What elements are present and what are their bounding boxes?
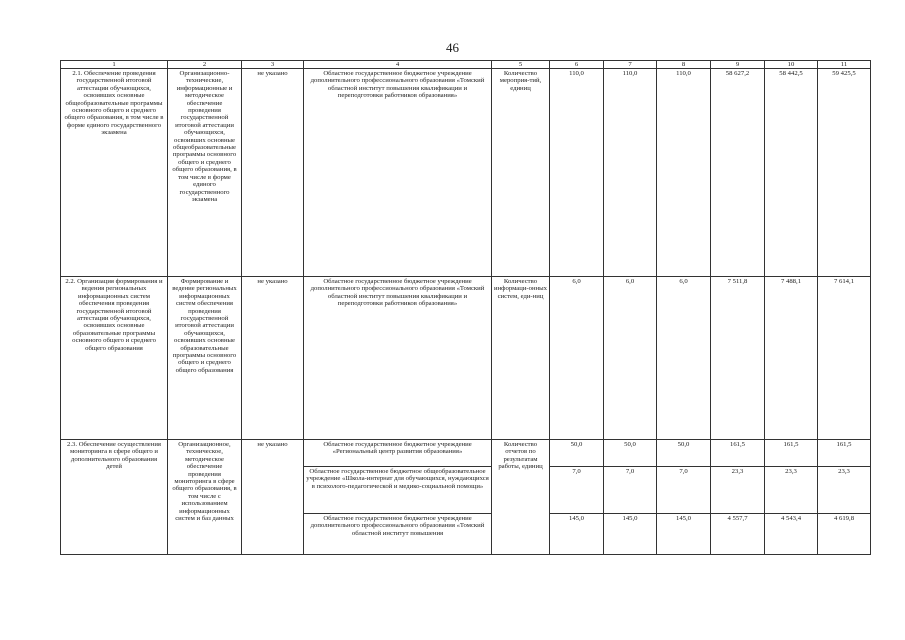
table-row bbox=[61, 277, 871, 440]
institution-cell: Областное государственное бюджетное общеобразовательное учреждение «Школа-интернат для обучающихся, нуждающихся в психолого-педагогической и медико-социальной помощи» bbox=[304, 467, 492, 514]
indicator-cell: не указано bbox=[242, 277, 304, 440]
value-cell: 4 543,4 bbox=[765, 514, 818, 555]
value-cell: 7 511,8 bbox=[711, 277, 765, 440]
header-row bbox=[61, 61, 871, 69]
institution-cell: Областное государственное бюджетное учреждение дополнительного профессионального образования «Томский областной институт повышения bbox=[304, 514, 492, 555]
institution-cell: Областное государственное бюджетное учреждение «Региональный центр развития образования» bbox=[304, 440, 492, 467]
value-cell: 7,0 bbox=[604, 467, 657, 514]
header-cell-1: 1 bbox=[61, 61, 168, 69]
value-cell: 50,0 bbox=[550, 440, 604, 467]
header-cell-4: 4 bbox=[304, 61, 492, 69]
header-cell-9: 9 bbox=[711, 61, 765, 69]
activity-cell: Организационное, техническое, методическое обеспечение проведения мониторинга в сфере общего образования, в том числе с использованием информационных систем и баз данных bbox=[168, 440, 242, 555]
value-cell: 58 442,5 bbox=[765, 69, 818, 277]
header-cell-10: 10 bbox=[765, 61, 818, 69]
unit-cell: Количество информаци-онных систем, еди-ниц bbox=[492, 277, 550, 440]
value-cell: 7 488,1 bbox=[765, 277, 818, 440]
table-row bbox=[61, 440, 871, 467]
value-cell: 59 425,5 bbox=[818, 69, 871, 277]
value-cell: 6,0 bbox=[657, 277, 711, 440]
value-cell: 161,5 bbox=[711, 440, 765, 467]
value-cell: 50,0 bbox=[657, 440, 711, 467]
institution-cell: Областное государственное бюджетное учреждение дополнительного профессионального образования «Томский областной институт повышения квалификации и переподготовки работников образования» bbox=[304, 277, 492, 440]
value-cell: 50,0 bbox=[604, 440, 657, 467]
value-cell: 6,0 bbox=[604, 277, 657, 440]
header-cell-6: 6 bbox=[550, 61, 604, 69]
page-number: 46 bbox=[446, 40, 459, 55]
value-cell: 23,3 bbox=[818, 467, 871, 514]
value-cell: 110,0 bbox=[550, 69, 604, 277]
value-cell: 110,0 bbox=[657, 69, 711, 277]
value-cell: 145,0 bbox=[657, 514, 711, 555]
header-cell-7: 7 bbox=[604, 61, 657, 69]
value-cell: 6,0 bbox=[550, 277, 604, 440]
institution-cell: Областное государственное бюджетное учреждение дополнительного профессионального образования «Томский областной институт повышения квалификации и переподготовки работников образования» bbox=[304, 69, 492, 277]
row-title-cell: 2.3. Обеспечение осуществления мониторинга в сфере общего и дополнительного образования детей bbox=[61, 440, 168, 555]
value-cell: 110,0 bbox=[604, 69, 657, 277]
row-title-cell: 2.2. Организация формирования и ведения региональных информационных систем обеспечения проведения государственной итоговой аттестации обучающихся, освоивших основные образовательные программы основного общего и среднего общего образования bbox=[61, 277, 168, 440]
value-cell: 23,3 bbox=[765, 467, 818, 514]
value-cell: 4 557,7 bbox=[711, 514, 765, 555]
activity-cell: Организационно-технические, информационные и методическое обеспечение проведения государственной итоговой аттестации обучающихся, освоивших основные общеобразовательные программы основного общего и среднего общего образования, в том числе в форме единого государственного экзамена bbox=[168, 69, 242, 277]
value-cell: 23,3 bbox=[711, 467, 765, 514]
value-cell: 7,0 bbox=[657, 467, 711, 514]
value-cell: 161,5 bbox=[818, 440, 871, 467]
program-table bbox=[60, 60, 871, 555]
value-cell: 58 627,2 bbox=[711, 69, 765, 277]
header-cell-8: 8 bbox=[657, 61, 711, 69]
indicator-cell: не указано bbox=[242, 69, 304, 277]
activity-cell: Формирование и ведение региональных информационных систем обеспечения проведения государственной итоговой аттестации обучающихся, освоивших основные образовательные программы основного общего и среднего общего образования bbox=[168, 277, 242, 440]
row-title-cell: 2.1. Обеспечение проведения государственной итоговой аттестации обучающихся, освоивших основные общеобразовательные программы основного общего и среднего общего образования, в том числе в форме единого государственного экзамена bbox=[61, 69, 168, 277]
value-cell: 145,0 bbox=[604, 514, 657, 555]
header-cell-2: 2 bbox=[168, 61, 242, 69]
value-cell: 7,0 bbox=[550, 467, 604, 514]
indicator-cell: не указано bbox=[242, 440, 304, 555]
header-cell-3: 3 bbox=[242, 61, 304, 69]
value-cell: 161,5 bbox=[765, 440, 818, 467]
value-cell: 7 614,1 bbox=[818, 277, 871, 440]
unit-cell: Количество мероприя-тий, единиц bbox=[492, 69, 550, 277]
header-cell-5: 5 bbox=[492, 61, 550, 69]
value-cell: 4 619,8 bbox=[818, 514, 871, 555]
table-row bbox=[61, 69, 871, 277]
header-cell-11: 11 bbox=[818, 61, 871, 69]
unit-cell: Количество отчетов по результатам работы, единиц bbox=[492, 440, 550, 555]
value-cell: 145,0 bbox=[550, 514, 604, 555]
